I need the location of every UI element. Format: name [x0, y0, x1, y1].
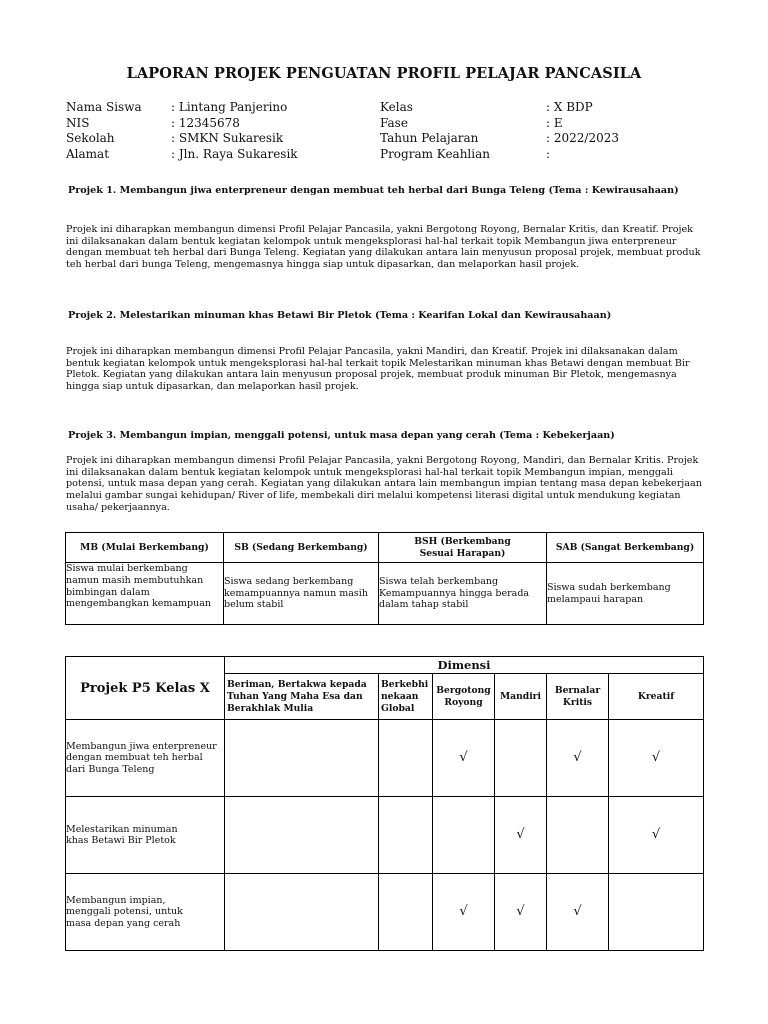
- dimension-header-row: [66, 657, 704, 674]
- info-label: Program Keahlian: [380, 146, 490, 161]
- dimension-row-project-3: [66, 874, 704, 951]
- criteria-description: Siswa telah berkembang Kemampuannya hingga berada dalam tahap stabil: [379, 563, 547, 625]
- check-cell: √: [495, 874, 547, 951]
- criteria-description: Siswa sudah berkembang melampaui harapan: [547, 563, 704, 625]
- info-value: :: [546, 146, 551, 161]
- info-value: : X BDP: [546, 100, 593, 114]
- info-label: Alamat: [66, 146, 110, 161]
- project-3-heading: Projek 3. Membangun impian, menggali potensi, untuk masa depan yang cerah (Tema : Kebekerjaan): [68, 430, 615, 441]
- check-cell: √: [547, 720, 609, 797]
- dimension-group-header: Dimensi: [225, 657, 704, 674]
- assessment-criteria-table: [65, 532, 704, 625]
- check-cell: [225, 874, 379, 951]
- project-2-heading: Projek 2. Melestarikan minuman khas Betawi Bir Pletok (Tema : Kearifan Lokal dan Kewirausahaan): [68, 310, 612, 321]
- criteria-header: SB (Sedang Berkembang): [224, 533, 379, 563]
- project-1-heading: Projek 1. Membangun jiwa enterpreneur dengan membuat teh herbal dari Bunga Teleng (Tema : Kewirausahaan): [68, 185, 679, 196]
- info-value: : SMKN Sukaresik: [171, 131, 284, 145]
- criteria-header-row: [66, 533, 704, 563]
- info-label: Tahun Pelajaran: [380, 131, 479, 145]
- criteria-description: Siswa mulai berkembang namun masih membutuhkan bimbingan dalam mengembangkan kemampuan: [66, 563, 224, 625]
- check-cell: √: [609, 797, 704, 874]
- criteria-header: MB (Mulai Berkembang): [66, 533, 224, 563]
- check-cell: [547, 797, 609, 874]
- info-label: Sekolah: [66, 131, 115, 145]
- check-cell: [379, 797, 433, 874]
- report-title: LAPORAN PROJEK PENGUATAN PROFIL PELAJAR PANCASILA: [126, 65, 642, 82]
- dimension-table-title: Projek P5 Kelas X: [66, 657, 225, 720]
- info-label: NIS: [66, 115, 90, 130]
- check-cell: [433, 797, 495, 874]
- dimension-header-bernalar-kritis: Bernalar Kritis: [547, 674, 609, 720]
- info-value: : E: [546, 115, 563, 130]
- project-3-description: Projek ini diharapkan membangun dimensi Profil Pelajar Pancasila, yakni Bergotong Royong, Mandiri, dan Bernalar Kritis. Projek ini dilaksanakan dalam bentuk kegiatan kelompok untuk mengeksplorasi hal-hal terkait topik Membangun impian, menggali potensi, untuk masa depan yang cerah. Kegiatan yang dilakukan antara lain membangun impian tentang masa depan kebekerjaan melalui gambar sungai kehidupan/ River of life, membekali diri melalui kompetensi literasi digital untuk mendukung kegiatan usaha/ pekerjaannya.: [66, 455, 702, 513]
- check-cell: [495, 720, 547, 797]
- info-value: : 2022/2023: [546, 131, 619, 145]
- dimension-row-project: Membangun impian, menggali potensi, untuk masa depan yang cerah: [66, 874, 225, 951]
- check-cell: √: [547, 874, 609, 951]
- dimension-row-project: Membangun jiwa enterpreneur dengan membuat teh herbal dari Bunga Teleng: [66, 720, 225, 797]
- student-info-right-labels: [380, 100, 490, 162]
- info-label: Nama Siswa: [66, 100, 142, 114]
- criteria-description-row: [66, 563, 704, 625]
- check-cell: [379, 874, 433, 951]
- info-value: : 12345678: [171, 115, 240, 130]
- dimension-header-beriman: Beriman, Bertakwa kepada Tuhan Yang Maha Esa dan Berakhlak Mulia: [225, 674, 379, 720]
- dimension-table: [65, 656, 704, 951]
- check-cell: √: [433, 874, 495, 951]
- student-info-left-labels: [66, 100, 142, 162]
- student-info-left-values: [171, 100, 298, 162]
- dimension-header-bergotong-royong: Bergotong Royong: [433, 674, 495, 720]
- check-cell: [609, 874, 704, 951]
- criteria-description: Siswa sedang berkembang kemampuannya namun masih belum stabil: [224, 563, 379, 625]
- check-cell: [225, 797, 379, 874]
- dimension-row-project-1: [66, 720, 704, 797]
- dimension-header-mandiri: Mandiri: [495, 674, 547, 720]
- dimension-header-kreatif: Kreatif: [609, 674, 704, 720]
- dimension-row-project-2: [66, 797, 704, 874]
- check-cell: [379, 720, 433, 797]
- project-2-description: Projek ini diharapkan membangun dimensi Profil Pelajar Pancasila, yakni Mandiri, dan Kreatif. Projek ini dilaksanakan dalam bentuk kegiatan kelompok untuk mengeksplorasi hal-hal terkait topik Melestarikan minuman khas Betawi dengan membuat Bir Pletok. Kegiatan yang dilakukan antara lain menyusun proposal projek, membuat produk minuman Bir Pletok, mengemasnya hingga siap untuk dipasarkan, dan melaporkan hasil projek.: [66, 346, 690, 393]
- info-value: : Lintang Panjerino: [171, 100, 288, 114]
- check-cell: √: [433, 720, 495, 797]
- criteria-header: BSH (Berkembang Sesuai Harapan): [379, 533, 547, 563]
- check-cell: √: [609, 720, 704, 797]
- check-cell: √: [495, 797, 547, 874]
- dimension-row-project: Melestarikan minuman khas Betawi Bir Pletok: [66, 797, 225, 874]
- info-label: Kelas: [380, 100, 413, 114]
- info-label: Fase: [380, 115, 408, 130]
- project-1-description: Projek ini diharapkan membangun dimensi Profil Pelajar Pancasila, yakni Bergotong Royong, Bernalar Kritis, dan Kreatif. Projek ini dilaksanakan dalam bentuk kegiatan kelompok untuk mengeksplorasi hal-hal terkait topik Membangun jiwa enterpreneur dengan membuat teh herbal dari Bunga Teleng. Kegiatan yang dilakukan antara lain menyusun proposal projek, membuat produk teh herbal dari bunga Teleng, mengemasnya hingga siap untuk dipasarkan, dan melaporkan hasil projek.: [66, 224, 701, 271]
- check-cell: [225, 720, 379, 797]
- dimension-header-berkebhinekaan: Berkebhi nekaan Global: [379, 674, 433, 720]
- criteria-header: SAB (Sangat Berkembang): [547, 533, 704, 563]
- student-info-right-values: [546, 100, 619, 162]
- info-value: : Jln. Raya Sukaresik: [171, 146, 298, 161]
